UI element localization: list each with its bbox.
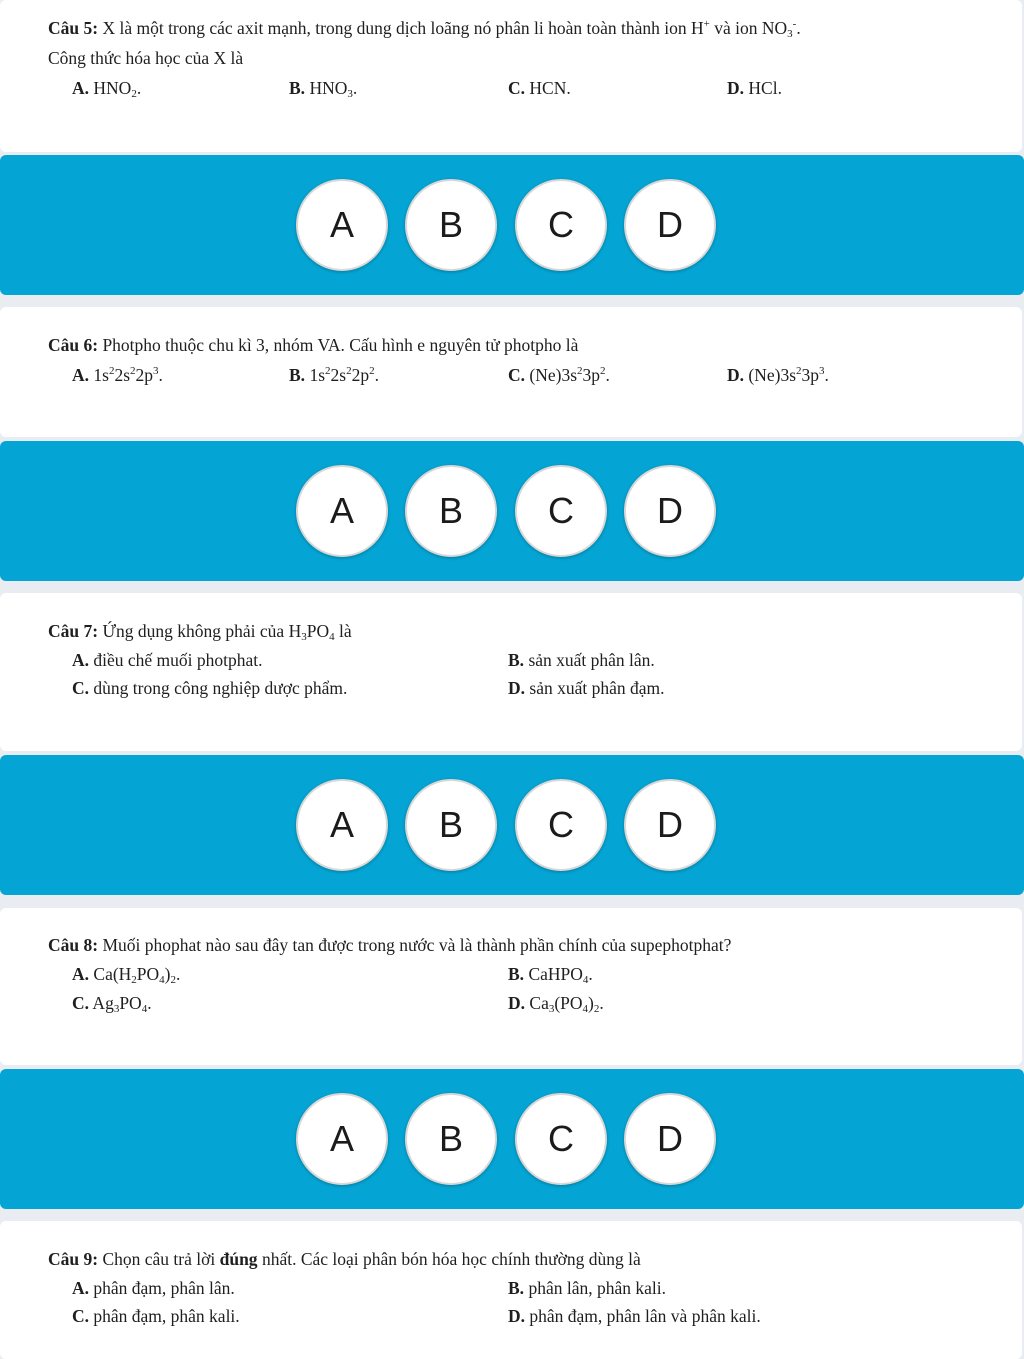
answer-d-button[interactable]: D	[624, 465, 716, 557]
option-label: B.	[289, 365, 306, 385]
answer-a-button[interactable]: A	[296, 179, 388, 271]
answer-b-button[interactable]: B	[405, 179, 497, 271]
option-label: A.	[72, 1278, 90, 1298]
answer-bar-question-6	[0, 441, 1024, 581]
option-text: HCN.	[525, 78, 571, 98]
question-text: X là một trong các axit mạnh, trong dung dịch loãng nó phân li hoàn toàn thành ion H	[98, 18, 704, 38]
question-text: và ion NO	[709, 18, 788, 38]
option-label: D.	[508, 678, 526, 698]
option-a	[72, 648, 263, 672]
option-text: phân lân, phân kali.	[524, 1278, 666, 1298]
option-b	[508, 1276, 666, 1300]
answer-c-button[interactable]: C	[515, 1093, 607, 1185]
option-text: .	[352, 78, 358, 98]
question-label: Câu 7:	[48, 621, 99, 641]
question-text: nhất. Các loại phân bón hóa học chính thường dùng là	[257, 1249, 641, 1269]
option-label: A.	[72, 365, 90, 385]
question-7-text	[48, 619, 352, 643]
option-label: A.	[72, 78, 90, 98]
question-8-card	[0, 908, 1022, 1065]
answer-d-button[interactable]: D	[624, 1093, 716, 1185]
question-7-card	[0, 593, 1022, 751]
option-text: phân đạm, phân lân và phân kali.	[525, 1306, 761, 1326]
option-label: C.	[72, 678, 90, 698]
option-label: B.	[508, 964, 525, 984]
question-9-card	[0, 1221, 1022, 1359]
option-text: HCl.	[744, 78, 782, 98]
question-5-card	[0, 0, 1022, 152]
option-d	[508, 1304, 761, 1328]
answer-a-button[interactable]: A	[296, 1093, 388, 1185]
option-a: A. $Ca(H_2PO_4)_2$.	[72, 964, 181, 986]
option-b	[508, 648, 655, 672]
option-text: HNO	[89, 78, 132, 98]
answer-b-button[interactable]: B	[405, 779, 497, 871]
option-text: sản xuất phân đạm.	[525, 678, 665, 698]
option-d: D. $Ca_3(PO_4)_2$.	[508, 993, 604, 1015]
option-label: C.	[508, 78, 526, 98]
subscript: 2	[131, 88, 137, 100]
option-text: HNO	[305, 78, 348, 98]
answer-b-button[interactable]: B	[405, 465, 497, 557]
answer-a-button[interactable]: A	[296, 779, 388, 871]
question-5-line2: Công thức hóa học của X là	[48, 48, 244, 68]
superscript: +	[703, 18, 710, 30]
question-text: .	[796, 18, 801, 38]
answer-c-button[interactable]: C	[515, 179, 607, 271]
superscript: -	[792, 18, 797, 30]
question-text: PO	[306, 621, 330, 641]
option-label: C.	[72, 1306, 90, 1326]
option-text: .	[136, 78, 142, 98]
option-text: phân đạm, phân kali.	[89, 1306, 240, 1326]
question-label: Câu 9:	[48, 1249, 99, 1269]
option-c: C. $(Ne)3s^23p^2$.	[508, 365, 610, 385]
option-label: C.	[508, 365, 526, 385]
question-6-text	[48, 333, 578, 357]
option-d	[508, 676, 665, 700]
option-text: dùng trong công nghiệp dược phẩm.	[89, 678, 348, 698]
option-d	[727, 76, 782, 100]
question-text: Muối phophat nào sau đây tan được trong nước và là thành phần chính của supephotphat?	[98, 935, 732, 955]
answer-d-button[interactable]: D	[624, 179, 716, 271]
option-c	[508, 76, 571, 100]
option-d: D. $(Ne)3s^23p^3$.	[727, 365, 829, 385]
question-text: Photpho thuộc chu kì 3, nhóm VA. Cấu hình e nguyên tử photpho là	[98, 335, 579, 355]
question-8-text	[48, 933, 731, 957]
answer-c-button[interactable]: C	[515, 779, 607, 871]
subscript: 3	[787, 28, 793, 40]
question-5-text	[48, 16, 801, 40]
answer-bar-question-7	[0, 755, 1024, 895]
question-text: Chọn câu trả lời	[98, 1249, 220, 1269]
answer-c-button[interactable]: C	[515, 465, 607, 557]
question-text: Ứng dụng không phải của H	[98, 621, 302, 641]
option-label: D.	[508, 1306, 526, 1326]
option-label: A.	[72, 964, 90, 984]
question-9-text	[48, 1247, 641, 1271]
option-label: D.	[727, 78, 745, 98]
question-label: Câu 5:	[48, 18, 99, 38]
emphasis-text: đúng	[219, 1249, 258, 1269]
question-6-card	[0, 307, 1022, 437]
option-text: điều chế muối photphat.	[89, 650, 263, 670]
option-c	[72, 676, 347, 700]
answer-b-button[interactable]: B	[405, 1093, 497, 1185]
subscript: 3	[347, 88, 353, 100]
option-text: sản xuất phân lân.	[524, 650, 655, 670]
question-label: Câu 8:	[48, 935, 99, 955]
option-b	[289, 76, 357, 100]
question-text: là	[334, 621, 352, 641]
subscript: 4	[329, 631, 335, 643]
answer-bar-question-8	[0, 1069, 1024, 1209]
option-label: C.	[72, 993, 90, 1013]
option-b: B. $1s^22s^22p^2$.	[289, 365, 379, 385]
option-b: B. CaHPO$_4$.	[508, 964, 593, 986]
option-label: B.	[508, 650, 525, 670]
option-a	[72, 76, 141, 100]
option-label: D.	[508, 993, 526, 1013]
answer-a-button[interactable]: A	[296, 465, 388, 557]
option-label: D.	[727, 365, 745, 385]
option-label: B.	[289, 78, 306, 98]
option-c: C. $Ag_3PO_4$.	[72, 993, 152, 1015]
option-a: A. $1s^22s^22p^3$.	[72, 365, 163, 385]
answer-d-button[interactable]: D	[624, 779, 716, 871]
option-label: B.	[508, 1278, 525, 1298]
option-a	[72, 1276, 235, 1300]
option-text: phân đạm, phân lân.	[89, 1278, 235, 1298]
question-label: Câu 6:	[48, 335, 99, 355]
option-label: A.	[72, 650, 90, 670]
answer-bar-question-5	[0, 155, 1024, 295]
subscript: 3	[301, 631, 307, 643]
option-c	[72, 1304, 240, 1328]
